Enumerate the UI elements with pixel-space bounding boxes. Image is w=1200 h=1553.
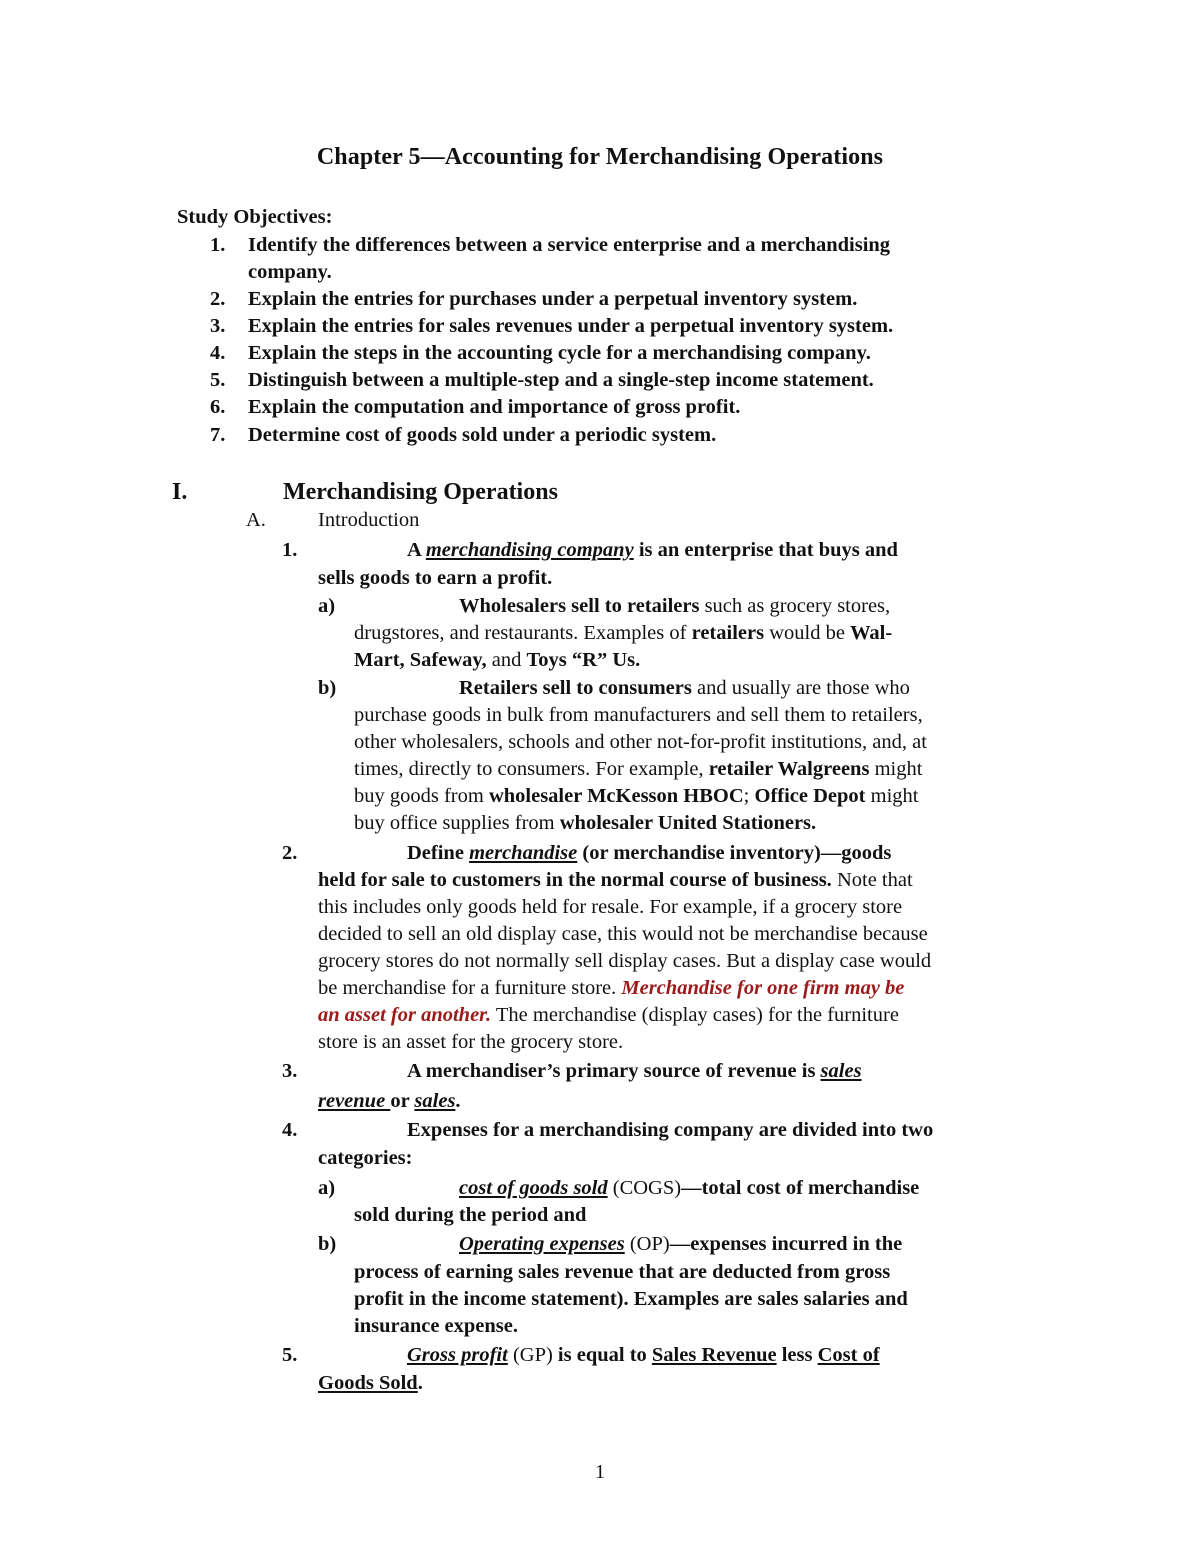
term-operating-expenses: Operating expenses (459, 1233, 625, 1255)
item-number: 3. (282, 1060, 298, 1082)
paragraph-line: process of earning sales revenue that are deducted from gross (354, 1261, 891, 1283)
study-objectives-label: Study Objectives: (177, 206, 333, 228)
paragraph-line: other wholesalers, schools and other not-for-profit institutions, and, at (354, 731, 927, 753)
objective-number: 3. (210, 315, 226, 337)
paragraph-line: purchase goods in bulk from manufacturers and sell them to retailers, (354, 704, 923, 726)
objective-number: 6. (210, 396, 226, 418)
objective-text: Explain the entries for purchases under a perpetual inventory system. (248, 288, 858, 310)
paragraph-line: sold during the period and (354, 1204, 587, 1226)
paragraph-line: revenue or sales. (318, 1090, 461, 1112)
term-sales-revenue: sales (820, 1060, 862, 1082)
term-sales: sales (414, 1090, 456, 1112)
paragraph-line: categories: (318, 1147, 413, 1169)
paragraph-line: insurance expense. (354, 1315, 518, 1337)
paragraph-line: an asset for another. The merchandise (display cases) for the furniture (318, 1004, 899, 1026)
paragraph-line: drugstores, and restaurants. Examples of retailers would be Wal- (354, 622, 893, 644)
item-number: 1. (282, 539, 298, 561)
term-sales-revenue: revenue (318, 1090, 391, 1112)
paragraph-line: Mart, Safeway, and Toys “R” Us. (354, 649, 641, 671)
item-number: 4. (282, 1119, 298, 1141)
term-gross-profit: Gross profit (407, 1344, 508, 1366)
sub-item-label: a) (318, 1177, 336, 1199)
paragraph-line: Expenses for a merchandising company are divided into two (407, 1119, 934, 1141)
paragraph-line: decided to sell an old display case, this would not be merchandise because (318, 923, 928, 945)
item-number: 2. (282, 842, 298, 864)
paragraph-line: times, directly to consumers. For example, retailer Walgreens might (354, 758, 923, 780)
page-number: 1 (595, 1461, 605, 1483)
paragraph-line: Define merchandise (or merchandise inventory)—goods (407, 842, 892, 864)
term-merchandise: merchandise (469, 842, 578, 864)
paragraph-line: cost of goods sold (COGS)—total cost of merchandise (459, 1177, 920, 1199)
page-title: Chapter 5—Accounting for Merchandising Operations (316, 144, 884, 170)
objective-text: Explain the computation and importance of gross profit. (248, 396, 741, 418)
item-number: 5. (282, 1344, 298, 1366)
term-merchandising-company: merchandising company (425, 539, 634, 561)
objective-text: Explain the entries for sales revenues under a perpetual inventory system. (248, 315, 894, 337)
term-cost-of-goods-sold: cost of goods sold (459, 1177, 608, 1199)
highlight-text: Merchandise for one firm may be (621, 977, 905, 999)
objective-number: 1. (210, 234, 226, 256)
objective-number: 7. (210, 424, 226, 446)
objective-text: Explain the steps in the accounting cycle for a merchandising company. (248, 342, 871, 364)
sub-item-label: b) (318, 677, 337, 699)
paragraph-line: store is an asset for the grocery store. (318, 1031, 624, 1053)
objective-number: 2. (210, 288, 226, 310)
paragraph-line: sells goods to earn a profit. (318, 567, 553, 589)
sub-item-label: b) (318, 1233, 337, 1255)
paragraph-line: A merchandiser’s primary source of revenue is sales (407, 1060, 862, 1082)
paragraph-line: Operating expenses (OP)—expenses incurred in the (459, 1233, 903, 1255)
paragraph-line: profit in the income statement). Examples are sales salaries and (354, 1288, 908, 1310)
paragraph-line: grocery stores do not normally sell display cases. But a display case would (318, 950, 932, 972)
objective-number: 5. (210, 369, 226, 391)
paragraph-line: Goods Sold. (318, 1372, 423, 1394)
objective-text: Determine cost of goods sold under a periodic system. (248, 424, 717, 446)
objective-text: company. (248, 261, 332, 283)
objective-number: 4. (210, 342, 226, 364)
objective-text: Distinguish between a multiple-step and a single-step income statement. (248, 369, 874, 391)
objective-text: Identify the differences between a service enterprise and a merchandising (248, 234, 891, 256)
paragraph-line: held for sale to customers in the normal course of business. Note that (318, 869, 913, 891)
subsection-number: A. (246, 509, 266, 531)
section-number: I. (172, 479, 188, 505)
section-title: Merchandising Operations (283, 479, 558, 505)
highlight-text: an asset for another. (318, 1004, 492, 1026)
paragraph-line: Retailers sell to consumers and usually are those who (459, 677, 910, 699)
subsection-title: Introduction (318, 509, 420, 531)
paragraph-line: buy office supplies from wholesaler United Stationers. (354, 812, 817, 834)
sub-item-label: a) (318, 595, 336, 617)
paragraph-line: buy goods from wholesaler McKesson HBOC; Office Depot might (354, 785, 919, 807)
paragraph-line: A merchandising company is an enterprise that buys and (407, 539, 898, 561)
paragraph-line: Wholesalers sell to retailers such as grocery stores, (459, 595, 891, 617)
paragraph-line: Gross profit (GP) is equal to Sales Revenue less Cost of (407, 1344, 880, 1366)
paragraph-line: be merchandise for a furniture store. Merchandise for one firm may be (318, 977, 905, 999)
paragraph-line: this includes only goods held for resale. For example, if a grocery store (318, 896, 903, 918)
